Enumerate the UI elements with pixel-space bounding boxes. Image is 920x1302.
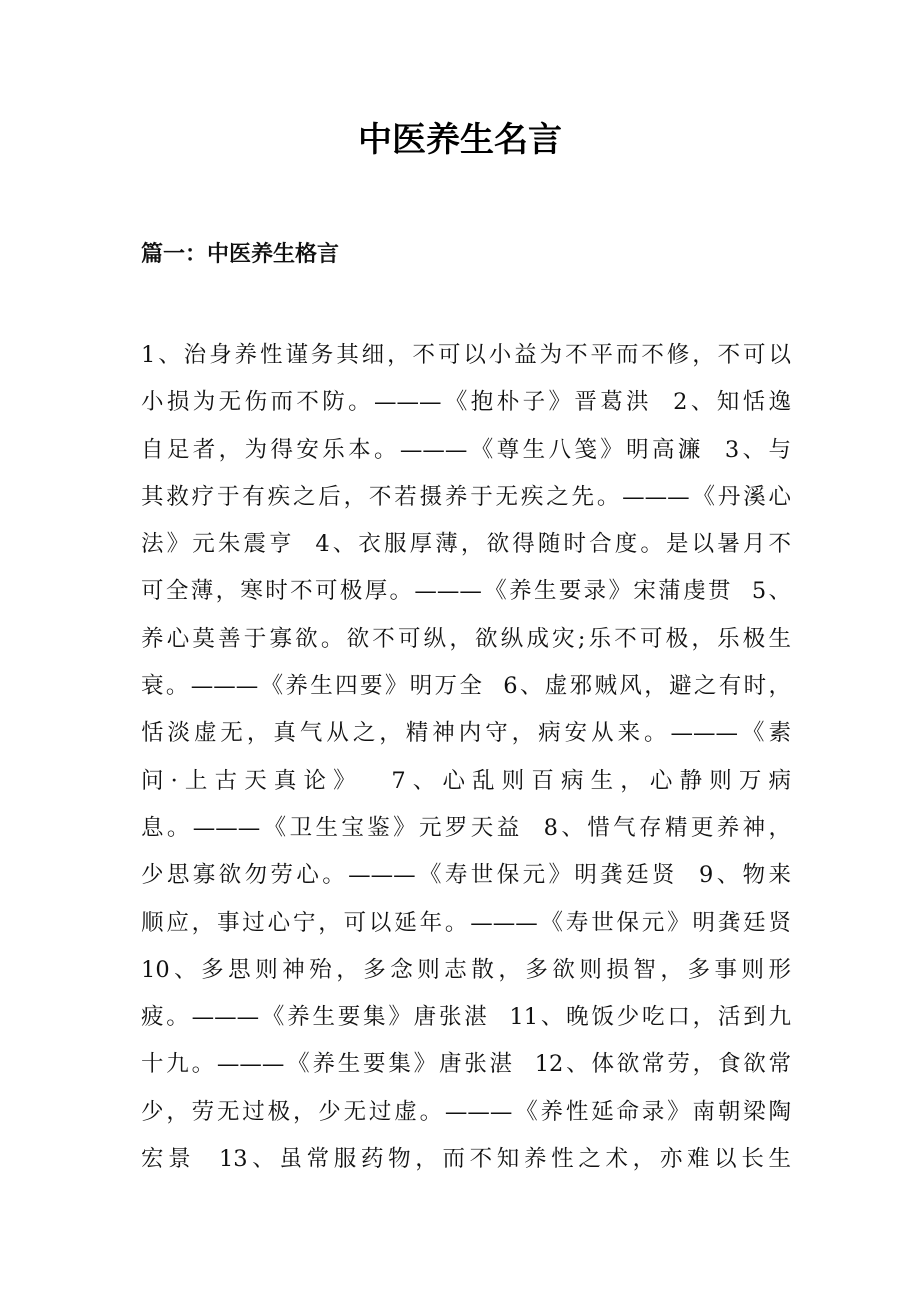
section-heading: 篇一：中医养生格言 [141,241,340,267]
body-line: 小损为无伤而不防。———《抱朴子》晋葛洪 2、知恬逸 [141,389,791,416]
body-text [141,332,791,1183]
body-line: 自足者，为得安乐本。———《尊生八笺》明高濂 3、与 [141,436,791,463]
body-line: 1、治身养性谨务其细，不可以小益为不平而不修，不可以 [141,342,791,368]
body-line: 宏景 13、虽常服药物，而不知养性之术，亦难以长生 [141,1146,791,1173]
body-line: 息。———《卫生宝鉴》元罗天益 8、惜气存精更养神， [141,814,791,841]
body-line: 可全薄，寒时不可极厚。———《养生要录》宋蒲虔贯 5、 [141,578,791,605]
body-line: 疲。———《养生要集》唐张湛 11、晚饭少吃口，活到九 [141,1004,791,1031]
body-line: 顺应，事过心宁，可以延年。———《寿世保元》明龚廷贤 [141,909,791,936]
body-line: 少思寡欲勿劳心。———《寿世保元》明龚廷贤 9、物来 [141,862,791,889]
body-line: 问·上古天真论》 7、心乱则百病生，心静则万病 [141,767,791,794]
body-line: 10、多思则神殆，多念则志散，多欲则损智，多事则形 [141,956,791,983]
body-line: 十九。———《养生要集》唐张湛 12、体欲常劳，食欲常 [141,1051,791,1078]
body-line: 法》元朱震亨 4、衣服厚薄，欲得随时合度。是以暑月不 [141,531,791,558]
body-line: 养心莫善于寡欲。欲不可纵，欲纵成灾;乐不可极，乐极生 [141,625,791,652]
body-line: 少，劳无过极，少无过虚。———《养性延命录》南朝梁陶 [141,1098,791,1125]
body-line: 衰。———《养生四要》明万全 6、虚邪贼风，避之有时， [141,673,791,700]
body-line: 恬淡虚无，真气从之，精神内守，病安从来。———《素 [141,720,791,747]
document-title: 中医养生名言 [358,120,562,160]
body-line: 其救疗于有疾之后，不若摄养于无疾之先。———《丹溪心 [141,483,791,510]
